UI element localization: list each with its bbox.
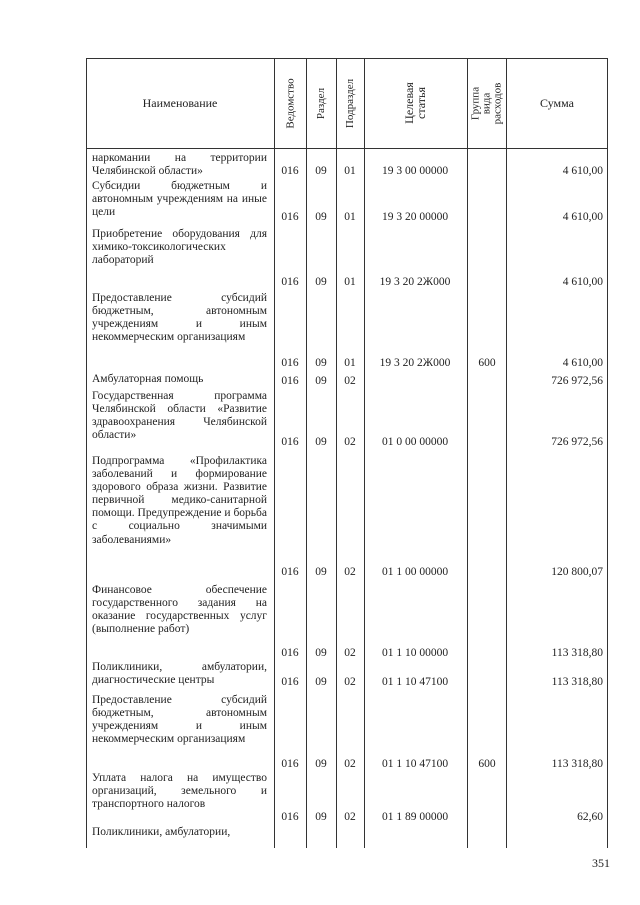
row-podrazdel: 02 [344, 758, 356, 770]
row-celevaya: 19 3 20 2Ж000 [379, 276, 451, 288]
header-vedomstvo [276, 58, 306, 148]
row-razdel: 09 [315, 211, 327, 223]
row-celevaya: 19 3 00 00000 [381, 165, 449, 177]
row-podrazdel: 01 [344, 165, 356, 177]
row-summa: 4 610,00 [562, 276, 603, 288]
row-name: наркомании на территории Челябинской области» [92, 152, 267, 178]
row-celevaya: 19 3 20 00000 [381, 211, 449, 223]
row-razdel: 09 [315, 375, 327, 387]
row-summa: 4 610,00 [562, 165, 603, 177]
row-name: Подпрограмма «Профилактика заболеваний и формирование здорового образа жизни. Развитие первичной медико-санитарной помощи. Предупреждение и борьба с социально значимыми заболеваниями» [92, 455, 267, 546]
row-vedomstvo: 016 [281, 211, 299, 223]
row-vedomstvo: 016 [281, 566, 299, 578]
row-vedomstvo: 016 [281, 357, 299, 369]
row-razdel: 09 [315, 676, 327, 688]
row-celevaya: 19 3 20 2Ж000 [379, 357, 451, 369]
row-summa: 113 318,80 [551, 758, 603, 770]
header-vedomstvo-label: Ведомство [284, 77, 297, 129]
row-name: Финансовое обеспечение государственного задания на оказание государственных услуг (выполнение работ) [92, 584, 267, 636]
row-podrazdel: 02 [344, 566, 356, 578]
row-summa: 62,60 [577, 811, 603, 823]
row-summa: 4 610,00 [562, 357, 603, 369]
row-summa: 4 610,00 [562, 211, 603, 223]
col-border-left [86, 58, 87, 848]
row-celevaya: 01 1 10 47100 [381, 676, 449, 688]
row-summa: 120 800,07 [551, 566, 603, 578]
header-celevaya-label: Целевая статья [402, 82, 429, 124]
row-summa: 726 972,56 [551, 375, 603, 387]
row-vedomstvo: 016 [281, 276, 299, 288]
page-number: 351 [592, 856, 610, 870]
header-gruppa [469, 58, 504, 148]
row-podrazdel: 02 [344, 811, 356, 823]
row-summa: 726 972,56 [551, 436, 603, 448]
row-razdel: 09 [315, 758, 327, 770]
row-podrazdel: 01 [344, 276, 356, 288]
row-name: Предоставление субсидий бюджетным, автономным учреждениям и иным некоммерческим организациям [92, 292, 267, 344]
row-summa: 113 318,80 [551, 676, 603, 688]
row-name: Поликлиники, амбулатории, диагностические центры [92, 661, 267, 687]
header-celevaya [400, 58, 430, 148]
row-podrazdel: 02 [344, 375, 356, 387]
header-name: Наименование [142, 95, 218, 110]
col-border-right [607, 58, 608, 848]
row-razdel: 09 [315, 811, 327, 823]
row-gruppa: 600 [478, 357, 496, 369]
header-summa: Сумма [540, 95, 574, 110]
row-name: Приобретение оборудования для химико-токсикологических лабораторий [92, 228, 267, 267]
header-podrazdel-label: Подраздел [344, 78, 357, 128]
row-podrazdel: 02 [344, 647, 356, 659]
header-razdel [307, 58, 337, 148]
row-celevaya: 01 1 89 00000 [381, 811, 449, 823]
col-border-cel [467, 58, 468, 848]
row-podrazdel: 02 [344, 676, 356, 688]
row-name: Уплата налога на имущество организаций, земельного и транспортного налогов [92, 772, 267, 811]
header-bottom-border [86, 148, 608, 149]
header-gruppa-label: Группа вида расходов [469, 82, 504, 124]
row-name: Амбулаторная помощь [92, 373, 204, 385]
row-celevaya: 01 1 10 47100 [381, 758, 449, 770]
row-vedomstvo: 016 [281, 758, 299, 770]
row-podrazdel: 01 [344, 357, 356, 369]
row-podrazdel: 02 [344, 436, 356, 448]
row-vedomstvo: 016 [281, 165, 299, 177]
row-celevaya: 01 1 00 00000 [381, 566, 449, 578]
row-vedomstvo: 016 [281, 647, 299, 659]
row-gruppa: 600 [478, 758, 496, 770]
row-razdel: 09 [315, 566, 327, 578]
row-razdel: 09 [315, 436, 327, 448]
row-vedomstvo: 016 [281, 375, 299, 387]
row-celevaya: 01 0 00 00000 [381, 436, 449, 448]
row-razdel: 09 [315, 357, 327, 369]
row-summa: 113 318,80 [551, 647, 603, 659]
header-razdel-label: Раздел [315, 87, 328, 119]
row-name: Поликлиники, амбулатории, [92, 826, 231, 838]
row-razdel: 09 [315, 276, 327, 288]
row-name: Государственная программа Челябинской области «Развитие здравоохранения Челябинской области» [92, 390, 267, 442]
row-razdel: 09 [315, 647, 327, 659]
row-razdel: 09 [315, 165, 327, 177]
row-celevaya: 01 1 10 00000 [381, 647, 449, 659]
row-vedomstvo: 016 [281, 436, 299, 448]
row-name: Субсидии бюджетным и автономным учреждениям на иные цели [92, 180, 267, 219]
row-vedomstvo: 016 [281, 676, 299, 688]
row-vedomstvo: 016 [281, 811, 299, 823]
row-name: Предоставление субсидий бюджетным, автономным учреждениям и иным некоммерческим организациям [92, 694, 267, 746]
row-podrazdel: 01 [344, 211, 356, 223]
header-podrazdel [336, 58, 366, 148]
